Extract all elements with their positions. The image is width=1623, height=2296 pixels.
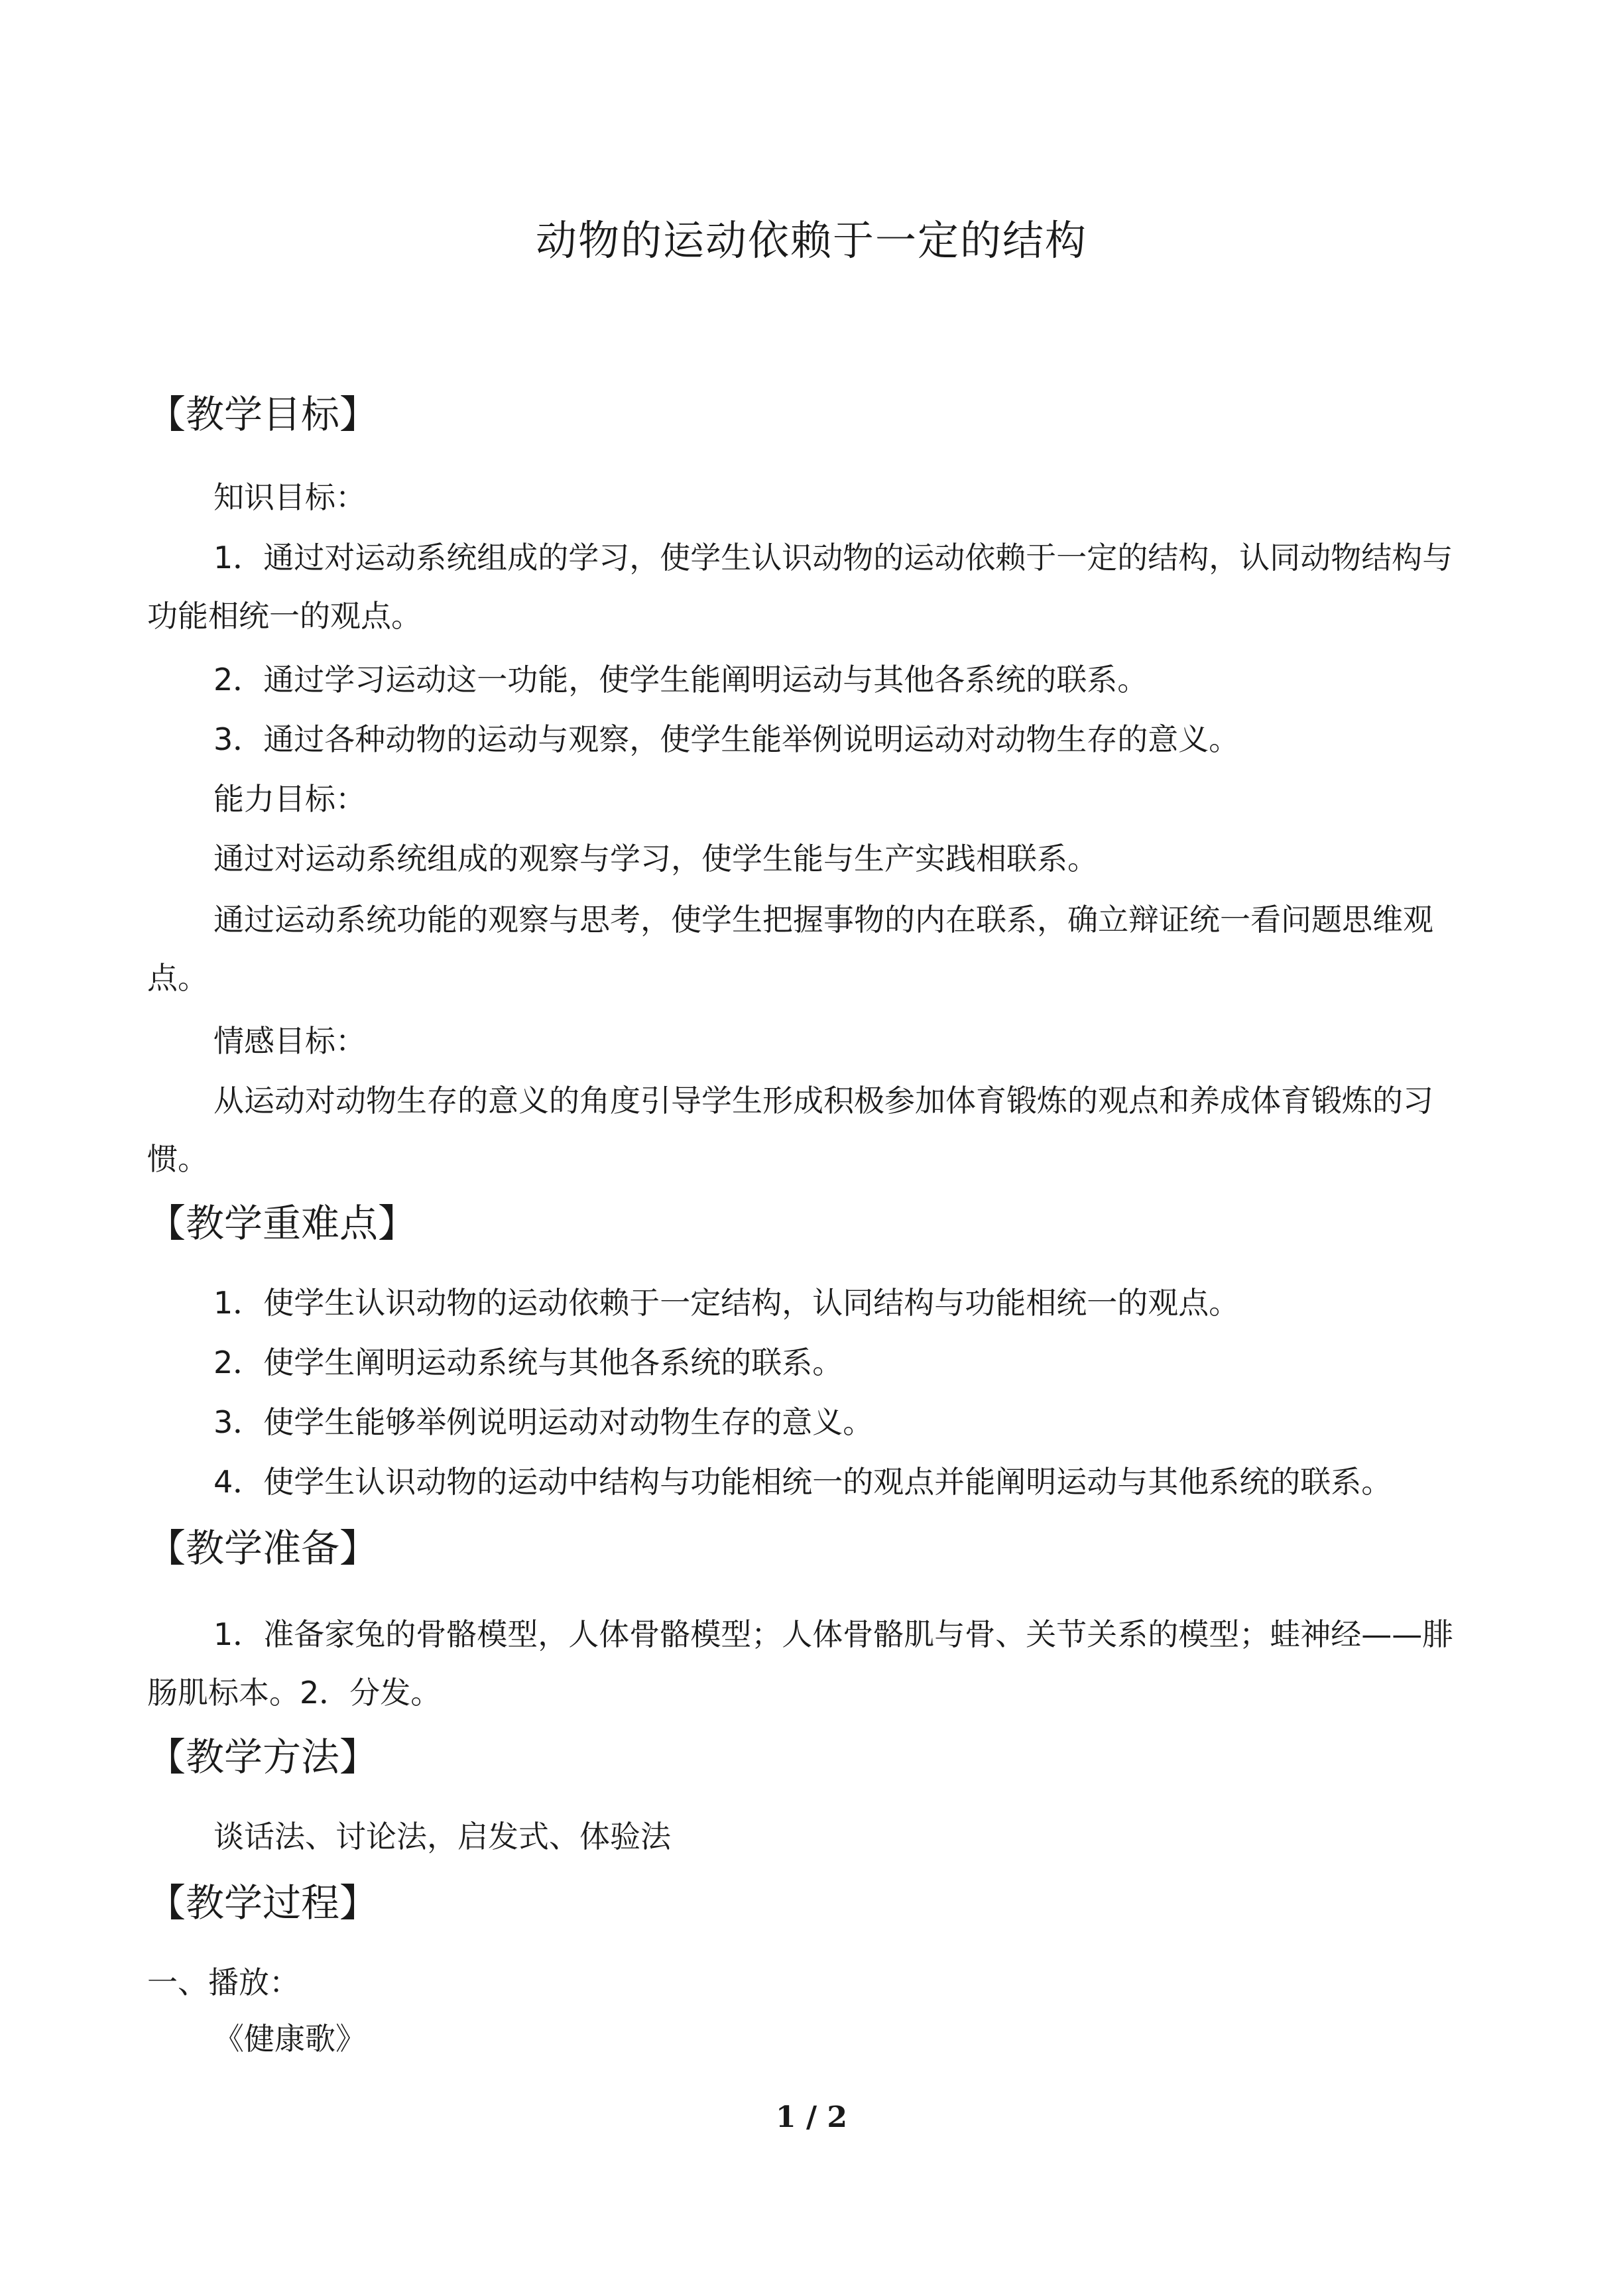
knowledge-goal-1: 1．通过对运动系统组成的学习，使学生认识动物的运动依赖于一定的结构，认同动物结构与功能相统一的观点。: [147, 540, 1453, 634]
knowledge-goal-2: 2．通过学习运动这一功能，使学生能阐明运动与其他各系统的联系。: [213, 662, 1148, 697]
heading-teaching-goals: 【教学目标】: [147, 392, 379, 437]
heading-methods: 【教学方法】: [147, 1734, 379, 1780]
key-point-2: 2．使学生阐明运动系统与其他各系统的联系。: [213, 1345, 843, 1380]
page-number: 1 / 2: [776, 2100, 847, 2134]
methods-text: 谈话法、讨论法，启发式、体验法: [213, 1819, 671, 1854]
key-point-1: 1．使学生认识动物的运动依赖于一定结构，认同结构与功能相统一的观点。: [213, 1285, 1240, 1321]
ability-goal-2: 通过运动系统功能的观察与思考，使学生把握事物的内在联系，确立辩证统一看问题思维观点。: [147, 902, 1433, 996]
heading-key-points: 【教学重难点】: [147, 1201, 417, 1246]
process-step-1: 一、播放：: [147, 1964, 300, 2000]
ability-goals-label: 能力目标：: [213, 781, 366, 817]
process-song-title: 《健康歌》: [213, 2021, 366, 2057]
preparation-text: 1．准备家兔的骨骼模型，人体骨骼模型；人体骨骼肌与骨、关节关系的模型；蛙神经——腓肠肌标本。2．分发。: [147, 1616, 1453, 1711]
document-title: 动物的运动依赖于一定的结构: [535, 216, 1087, 265]
key-point-4: 4．使学生认识动物的运动中结构与功能相统一的观点并能阐明运动与其他系统的联系。: [213, 1464, 1392, 1500]
heading-process: 【教学过程】: [147, 1880, 379, 1925]
heading-preparation: 【教学准备】: [147, 1526, 379, 1571]
knowledge-goals-label: 知识目标：: [213, 479, 366, 515]
emotion-goal-1: 从运动对动物生存的意义的角度引导学生形成积极参加体育锻炼的观点和养成体育锻炼的习惯。: [147, 1083, 1433, 1177]
knowledge-goal-3: 3．通过各种动物的运动与观察，使学生能举例说明运动对动物生存的意义。: [213, 721, 1240, 757]
ability-goal-1: 通过对运动系统组成的观察与学习，使学生能与生产实践相联系。: [213, 841, 1098, 876]
key-point-3: 3．使学生能够举例说明运动对动物生存的意义。: [213, 1404, 874, 1440]
emotion-goals-label: 情感目标：: [213, 1023, 366, 1059]
